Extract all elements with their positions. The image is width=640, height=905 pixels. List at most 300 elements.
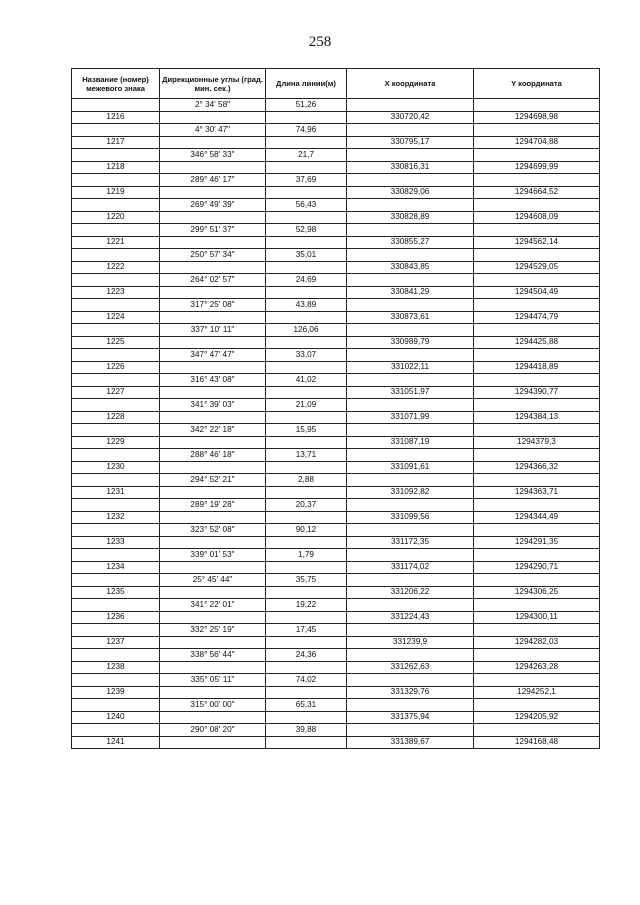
segment-blank xyxy=(72,574,160,587)
segment-blank xyxy=(72,124,160,137)
segment-length: 41,02 xyxy=(266,374,347,387)
segment-length: 51,26 xyxy=(266,99,347,112)
point-blank xyxy=(266,261,347,274)
segment-row xyxy=(72,99,600,112)
segment-blank xyxy=(474,724,600,737)
point-blank xyxy=(266,186,347,199)
point-x: 330843,85 xyxy=(347,261,474,274)
segment-blank xyxy=(72,624,160,637)
point-row xyxy=(72,261,600,274)
segment-blank xyxy=(474,249,600,262)
point-y: 1294474,79 xyxy=(474,311,600,324)
segment-angle: 338° 56' 44" xyxy=(160,649,266,662)
point-y: 1294418,89 xyxy=(474,361,600,374)
segment-row xyxy=(72,499,600,512)
segment-length: 126,06 xyxy=(266,324,347,337)
table-body xyxy=(72,99,600,749)
point-blank xyxy=(160,711,266,724)
point-blank xyxy=(266,536,347,549)
segment-angle: 25° 45' 44" xyxy=(160,574,266,587)
segment-angle: 2° 34' 58" xyxy=(160,99,266,112)
point-x: 330828,89 xyxy=(347,211,474,224)
segment-angle: 317° 25' 08" xyxy=(160,299,266,312)
segment-blank xyxy=(72,474,160,487)
point-y: 1294344,49 xyxy=(474,511,600,524)
point-x: 330720,42 xyxy=(347,111,474,124)
point-blank xyxy=(160,586,266,599)
point-name: 1227 xyxy=(72,386,160,399)
segment-blank xyxy=(347,624,474,637)
segment-blank xyxy=(347,149,474,162)
point-blank xyxy=(160,336,266,349)
point-row xyxy=(72,536,600,549)
point-name: 1229 xyxy=(72,436,160,449)
point-y: 1294698,98 xyxy=(474,111,600,124)
segment-row xyxy=(72,574,600,587)
segment-row xyxy=(72,149,600,162)
point-y: 1294205,92 xyxy=(474,711,600,724)
segment-length: 20,37 xyxy=(266,499,347,512)
segment-length: 39,88 xyxy=(266,724,347,737)
segment-row xyxy=(72,124,600,137)
point-name: 1234 xyxy=(72,561,160,574)
point-name: 1231 xyxy=(72,486,160,499)
point-x: 331172,35 xyxy=(347,536,474,549)
point-name: 1233 xyxy=(72,536,160,549)
point-blank xyxy=(266,286,347,299)
point-blank xyxy=(266,661,347,674)
point-name: 1237 xyxy=(72,636,160,649)
segment-angle: 335° 05' 11" xyxy=(160,674,266,687)
point-row xyxy=(72,211,600,224)
segment-angle: 347° 47' 47" xyxy=(160,349,266,362)
point-blank xyxy=(266,636,347,649)
segment-length: 13,71 xyxy=(266,449,347,462)
segment-blank xyxy=(347,324,474,337)
segment-angle: 339° 01' 53" xyxy=(160,549,266,562)
point-row xyxy=(72,286,600,299)
point-row xyxy=(72,586,600,599)
point-x: 330841,29 xyxy=(347,286,474,299)
point-blank xyxy=(160,636,266,649)
segment-blank xyxy=(474,124,600,137)
segment-blank xyxy=(347,424,474,437)
point-x: 330989,79 xyxy=(347,336,474,349)
segment-row xyxy=(72,524,600,537)
segment-row xyxy=(72,474,600,487)
segment-blank xyxy=(474,174,600,187)
segment-blank xyxy=(347,249,474,262)
segment-blank xyxy=(72,524,160,537)
segment-length: 74,96 xyxy=(266,124,347,137)
point-blank xyxy=(266,736,347,749)
point-x: 331389,67 xyxy=(347,736,474,749)
segment-length: 21,09 xyxy=(266,399,347,412)
segment-blank xyxy=(347,474,474,487)
point-row xyxy=(72,436,600,449)
point-blank xyxy=(160,236,266,249)
segment-blank xyxy=(347,449,474,462)
point-blank xyxy=(266,111,347,124)
segment-row xyxy=(72,174,600,187)
point-row xyxy=(72,511,600,524)
point-name: 1218 xyxy=(72,161,160,174)
point-blank xyxy=(160,461,266,474)
point-name: 1219 xyxy=(72,186,160,199)
point-name: 1232 xyxy=(72,511,160,524)
segment-angle: 342° 22' 18" xyxy=(160,424,266,437)
point-blank xyxy=(160,436,266,449)
segment-blank xyxy=(347,349,474,362)
segment-angle: 341° 22' 01" xyxy=(160,599,266,612)
segment-length: 15,95 xyxy=(266,424,347,437)
segment-length: 21,7 xyxy=(266,149,347,162)
segment-blank xyxy=(72,424,160,437)
segment-row xyxy=(72,349,600,362)
point-name: 1236 xyxy=(72,611,160,624)
point-y: 1294263,28 xyxy=(474,661,600,674)
segment-length: 74,02 xyxy=(266,674,347,687)
point-y: 1294282,03 xyxy=(474,636,600,649)
point-blank xyxy=(160,411,266,424)
segment-angle: 269° 49' 39" xyxy=(160,199,266,212)
segment-angle: 346° 58' 33" xyxy=(160,149,266,162)
segment-row xyxy=(72,549,600,562)
segment-blank xyxy=(347,649,474,662)
point-blank xyxy=(266,561,347,574)
segment-blank xyxy=(474,299,600,312)
point-blank xyxy=(266,236,347,249)
point-blank xyxy=(266,686,347,699)
point-blank xyxy=(266,211,347,224)
point-blank xyxy=(160,111,266,124)
point-x: 330795,17 xyxy=(347,136,474,149)
segment-length: 24,36 xyxy=(266,649,347,662)
point-blank xyxy=(266,511,347,524)
point-row xyxy=(72,336,600,349)
segment-blank xyxy=(72,549,160,562)
point-row xyxy=(72,711,600,724)
segment-angle: 323° 52' 08" xyxy=(160,524,266,537)
segment-blank xyxy=(72,274,160,287)
segment-blank xyxy=(72,224,160,237)
point-blank xyxy=(266,411,347,424)
header-name: Название (номер) межевого знака xyxy=(72,69,160,99)
segment-row xyxy=(72,424,600,437)
segment-length: 43,89 xyxy=(266,299,347,312)
point-x: 331099,56 xyxy=(347,511,474,524)
point-name: 1216 xyxy=(72,111,160,124)
point-name: 1224 xyxy=(72,311,160,324)
point-y: 1294252,1 xyxy=(474,686,600,699)
segment-blank xyxy=(72,724,160,737)
segment-angle: 264° 02' 57" xyxy=(160,274,266,287)
segment-blank xyxy=(347,574,474,587)
segment-row xyxy=(72,199,600,212)
segment-row xyxy=(72,699,600,712)
segment-blank xyxy=(347,599,474,612)
point-y: 1294390,77 xyxy=(474,386,600,399)
point-blank xyxy=(160,486,266,499)
point-blank xyxy=(266,161,347,174)
segment-angle: 4° 30' 47" xyxy=(160,124,266,137)
segment-blank xyxy=(474,424,600,437)
segment-row xyxy=(72,449,600,462)
point-blank xyxy=(160,211,266,224)
point-x: 331239,9 xyxy=(347,636,474,649)
point-row xyxy=(72,361,600,374)
segment-blank xyxy=(72,599,160,612)
segment-row xyxy=(72,724,600,737)
segment-length: 1,79 xyxy=(266,549,347,562)
point-row xyxy=(72,311,600,324)
point-x: 331224,43 xyxy=(347,611,474,624)
point-blank xyxy=(160,511,266,524)
segment-blank xyxy=(474,224,600,237)
segment-blank xyxy=(347,699,474,712)
point-name: 1222 xyxy=(72,261,160,274)
segment-row xyxy=(72,249,600,262)
segment-row xyxy=(72,274,600,287)
segment-blank xyxy=(347,524,474,537)
point-y: 1294608,09 xyxy=(474,211,600,224)
point-blank xyxy=(266,486,347,499)
point-name: 1220 xyxy=(72,211,160,224)
segment-blank xyxy=(347,124,474,137)
segment-blank xyxy=(474,549,600,562)
point-x: 331051,97 xyxy=(347,386,474,399)
point-blank xyxy=(160,186,266,199)
point-name: 1238 xyxy=(72,661,160,674)
segment-blank xyxy=(72,249,160,262)
segment-blank xyxy=(72,199,160,212)
segment-blank xyxy=(474,349,600,362)
header-x: X координата xyxy=(347,69,474,99)
point-blank xyxy=(266,136,347,149)
segment-blank xyxy=(474,374,600,387)
segment-blank xyxy=(347,199,474,212)
point-name: 1217 xyxy=(72,136,160,149)
point-name: 1221 xyxy=(72,236,160,249)
point-row xyxy=(72,686,600,699)
segment-blank xyxy=(347,299,474,312)
segment-angle: 289° 19' 28" xyxy=(160,499,266,512)
segment-blank xyxy=(474,574,600,587)
segment-blank xyxy=(474,274,600,287)
point-blank xyxy=(266,611,347,624)
point-row xyxy=(72,486,600,499)
point-y: 1294562,14 xyxy=(474,236,600,249)
point-y: 1294425,88 xyxy=(474,336,600,349)
point-x: 331092,82 xyxy=(347,486,474,499)
segment-blank xyxy=(474,449,600,462)
segment-blank xyxy=(347,174,474,187)
point-blank xyxy=(160,261,266,274)
segment-blank xyxy=(72,674,160,687)
segment-row xyxy=(72,674,600,687)
point-y: 1294306,25 xyxy=(474,586,600,599)
segment-blank xyxy=(347,399,474,412)
segment-blank xyxy=(474,474,600,487)
segment-blank xyxy=(474,674,600,687)
segment-blank xyxy=(474,199,600,212)
point-y: 1294384,13 xyxy=(474,411,600,424)
point-row xyxy=(72,661,600,674)
segment-length: 90,12 xyxy=(266,524,347,537)
point-name: 1230 xyxy=(72,461,160,474)
segment-angle: 299° 51' 37" xyxy=(160,224,266,237)
point-y: 1294291,35 xyxy=(474,536,600,549)
segment-angle: 341° 39' 03" xyxy=(160,399,266,412)
point-row xyxy=(72,736,600,749)
point-blank xyxy=(266,461,347,474)
segment-blank xyxy=(347,674,474,687)
segment-blank xyxy=(72,649,160,662)
segment-row xyxy=(72,224,600,237)
segment-row xyxy=(72,649,600,662)
segment-length: 19,22 xyxy=(266,599,347,612)
point-blank xyxy=(266,336,347,349)
segment-blank xyxy=(347,374,474,387)
segment-blank xyxy=(347,724,474,737)
point-blank xyxy=(266,361,347,374)
point-x: 331375,94 xyxy=(347,711,474,724)
point-y: 1294168,48 xyxy=(474,736,600,749)
point-name: 1239 xyxy=(72,686,160,699)
segment-length: 37,69 xyxy=(266,174,347,187)
point-name: 1226 xyxy=(72,361,160,374)
segment-row xyxy=(72,299,600,312)
segment-blank xyxy=(347,224,474,237)
point-x: 331174,02 xyxy=(347,561,474,574)
segment-blank xyxy=(474,524,600,537)
point-name: 1225 xyxy=(72,336,160,349)
point-row xyxy=(72,186,600,199)
segment-angle: 289° 46' 17" xyxy=(160,174,266,187)
segment-blank xyxy=(72,149,160,162)
segment-length: 35,01 xyxy=(266,249,347,262)
segment-blank xyxy=(347,549,474,562)
segment-blank xyxy=(474,599,600,612)
point-name: 1240 xyxy=(72,711,160,724)
header-angle: Дирекционные углы (град. мин. сек.) xyxy=(160,69,266,99)
point-x: 331329,76 xyxy=(347,686,474,699)
point-y: 1294504,49 xyxy=(474,286,600,299)
point-y: 1294379,3 xyxy=(474,436,600,449)
point-y: 1294704,88 xyxy=(474,136,600,149)
point-x: 331071,99 xyxy=(347,411,474,424)
point-x: 331262,63 xyxy=(347,661,474,674)
segment-length: 56,43 xyxy=(266,199,347,212)
point-blank xyxy=(160,286,266,299)
segment-blank xyxy=(72,699,160,712)
segment-row xyxy=(72,624,600,637)
segment-length: 24,69 xyxy=(266,274,347,287)
segment-blank xyxy=(474,699,600,712)
point-blank xyxy=(160,136,266,149)
segment-blank xyxy=(347,99,474,112)
point-blank xyxy=(266,386,347,399)
point-row xyxy=(72,386,600,399)
point-blank xyxy=(160,311,266,324)
point-blank xyxy=(160,361,266,374)
point-x: 331206,22 xyxy=(347,586,474,599)
segment-row xyxy=(72,599,600,612)
point-y: 1294699,99 xyxy=(474,161,600,174)
header-y: Y координата xyxy=(474,69,600,99)
segment-row xyxy=(72,399,600,412)
point-row xyxy=(72,636,600,649)
page-number: 258 xyxy=(308,34,332,50)
segment-blank xyxy=(474,324,600,337)
segment-blank xyxy=(474,649,600,662)
segment-angle: 316° 43' 08" xyxy=(160,374,266,387)
point-x: 331091,61 xyxy=(347,461,474,474)
point-blank xyxy=(266,311,347,324)
point-y: 1294300,11 xyxy=(474,611,600,624)
segment-angle: 290° 08' 20" xyxy=(160,724,266,737)
point-row xyxy=(72,161,600,174)
point-blank xyxy=(266,586,347,599)
point-y: 1294290,71 xyxy=(474,561,600,574)
point-y: 1294363,71 xyxy=(474,486,600,499)
segment-row xyxy=(72,374,600,387)
point-x: 330816,31 xyxy=(347,161,474,174)
point-name: 1235 xyxy=(72,586,160,599)
point-row xyxy=(72,136,600,149)
segment-angle: 332° 25' 19" xyxy=(160,624,266,637)
segment-blank xyxy=(72,99,160,112)
point-x: 331022,11 xyxy=(347,361,474,374)
segment-blank xyxy=(474,499,600,512)
point-blank xyxy=(266,711,347,724)
segment-length: 35,75 xyxy=(266,574,347,587)
segment-blank xyxy=(72,499,160,512)
point-x: 331087,19 xyxy=(347,436,474,449)
segment-angle: 250° 57' 34" xyxy=(160,249,266,262)
point-blank xyxy=(160,161,266,174)
point-blank xyxy=(160,661,266,674)
point-row xyxy=(72,561,600,574)
point-row xyxy=(72,236,600,249)
segment-blank xyxy=(474,149,600,162)
segment-length: 2,88 xyxy=(266,474,347,487)
point-blank xyxy=(160,561,266,574)
segment-length: 65,31 xyxy=(266,699,347,712)
coordinates-table xyxy=(71,68,600,749)
point-y: 1294366,32 xyxy=(474,461,600,474)
point-name: 1223 xyxy=(72,286,160,299)
header-length: Длина линии(м) xyxy=(266,69,347,99)
point-y: 1294529,05 xyxy=(474,261,600,274)
segment-blank xyxy=(72,399,160,412)
segment-blank xyxy=(72,324,160,337)
segment-blank xyxy=(474,624,600,637)
segment-blank xyxy=(347,274,474,287)
point-x: 330855,27 xyxy=(347,236,474,249)
segment-blank xyxy=(72,174,160,187)
point-y: 1294664,52 xyxy=(474,186,600,199)
segment-blank xyxy=(474,99,600,112)
segment-blank xyxy=(72,374,160,387)
segment-angle: 294° 52' 21" xyxy=(160,474,266,487)
point-blank xyxy=(160,686,266,699)
segment-angle: 288° 46' 18" xyxy=(160,449,266,462)
point-x: 330829,06 xyxy=(347,186,474,199)
point-row xyxy=(72,411,600,424)
point-name: 1228 xyxy=(72,411,160,424)
point-x: 330873,61 xyxy=(347,311,474,324)
